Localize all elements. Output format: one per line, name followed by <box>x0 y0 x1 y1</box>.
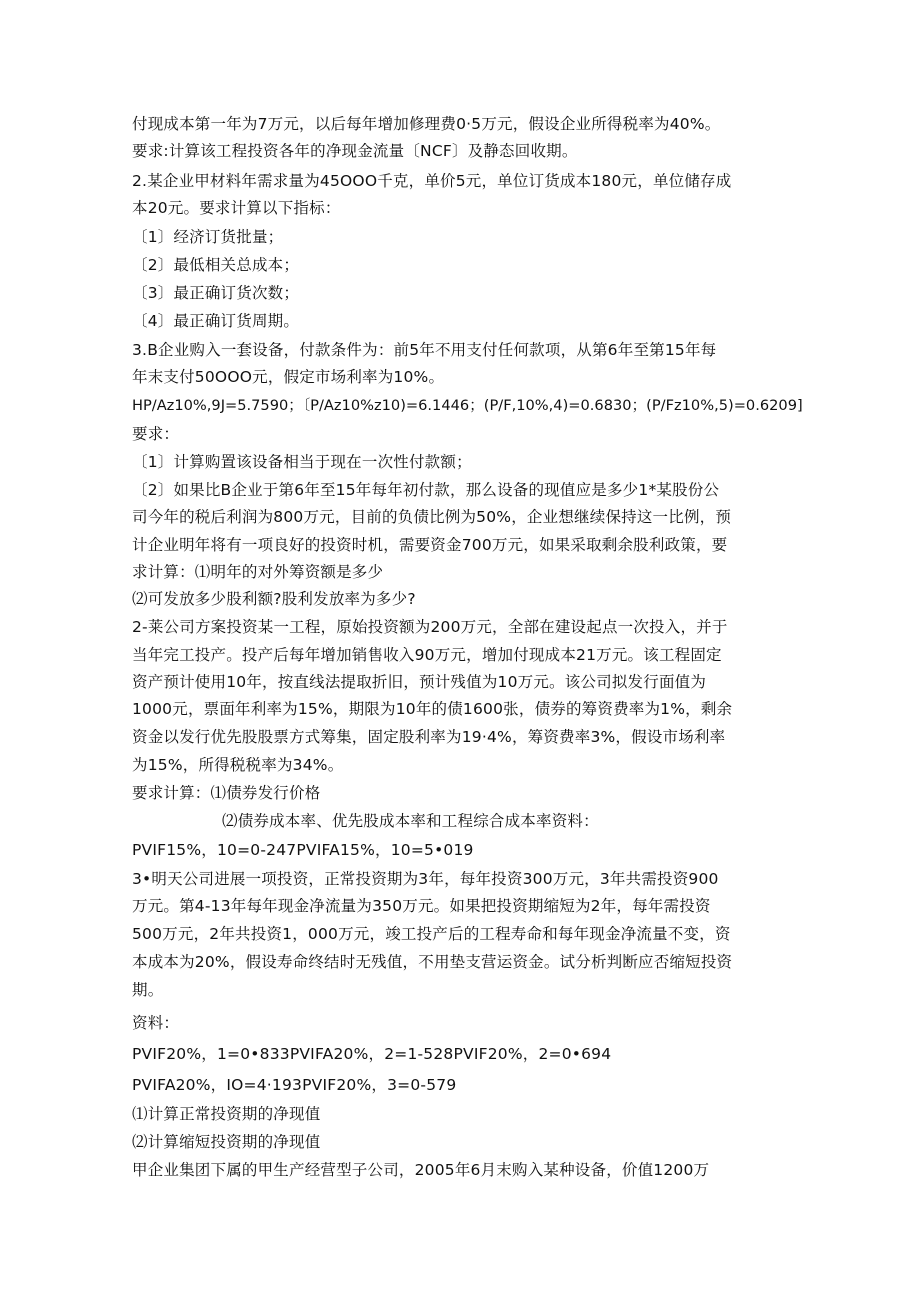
text-line: 资产预计使用10年，按直线法提取折旧，预计残值为10万元。该公司拟发行面值为 <box>132 673 707 691</box>
text-line: 要求:计算该工程投资各年的净现金流量〔NCF〕及静态回收期。 <box>132 142 578 160</box>
text-line: 〔1〕计算购置该设备相当于现在一次性付款额； <box>132 453 472 471</box>
text-line: HP/Az10%,9J=5.7590；〔P/Az10%z10)=6.1446；(P/F,10%,4)=0.6830；(P/Fz10%,5)=0.6209] <box>132 397 803 414</box>
text-line: 3•明天公司进展一项投资，正常投资期为3年，每年投资300万元，3年共需投资900 <box>132 870 719 888</box>
text-line: 当年完工投产。投产后每年增加销售收入90万元，增加付现成本21万元。该工程固定 <box>132 646 722 664</box>
text-line: 万元。第4-13年每年现金净流量为350万元。如果把投资期缩短为2年，每年需投资 <box>132 897 711 915</box>
text-line: PVIFA20%，IO=4·193PVIF20%，3=0-579 <box>132 1076 457 1094</box>
text-line: 〔3〕最正确订货次数； <box>132 284 300 302</box>
text-line: 资料： <box>132 1014 180 1032</box>
text-line: 甲企业集团下属的甲生产经营型子公司，2005年6月末购入某种设备，价值1200万 <box>132 1161 710 1179</box>
text-line: 〔1〕经济订货批量； <box>132 228 284 246</box>
text-line: 要求： <box>132 425 180 443</box>
text-line: 付现成本第一年为7万元，以后每年增加修理费0·5万元，假设企业所得税率为40%。 <box>132 115 721 133</box>
text-line: 3.B企业购入一套设备，付款条件为：前5年不用支付任何款项，从第6年至第15年每 <box>132 341 717 359</box>
text-line: PVIF15%，10=0-247PVIFA15%，10=5•019 <box>132 841 474 859</box>
text-line: 求计算：⑴明年的对外筹资额是多少 <box>132 563 384 581</box>
text-line: 本20元。要求计算以下指标： <box>132 199 341 217</box>
text-line: 〔2〕最低相关总成本； <box>132 256 300 274</box>
text-line: PVIF20%，1=0•833PVIFA20%，2=1-528PVIF20%，2=0•694 <box>132 1045 612 1063</box>
text-line: ⑴计算正常投资期的净现值 <box>132 1105 321 1123</box>
text-line: 计企业明年将有一项良好的投资时机，需要资金700万元，如果采取剩余股利政策，要 <box>132 536 728 554</box>
text-line: 2-莱公司方案投资某一工程，原始投资额为200万元，全部在建设起点一次投入，并于 <box>132 618 728 636</box>
text-line: 1000元，票面年利率为15%，期限为10年的债1600张，债券的筹资费率为1%，剩余 <box>132 700 733 718</box>
text-line: 年末支付50OOO元，假定市场利率为10%。 <box>132 368 445 386</box>
text-line: 为15%，所得税税率为34%。 <box>132 756 344 774</box>
text-line: 资金以发行优先股股票方式筹集，固定股利率为19·4%，筹资费率3%，假设市场利率 <box>132 728 726 746</box>
text-line: 期。 <box>132 981 164 999</box>
text-line: 500万元，2年共投资1，000万元，竣工投产后的工程寿命和每年现金净流量不变，资 <box>132 925 731 943</box>
text-line: 〔2〕如果比B企业于第6年至15年每年初付款，那么设备的现值应是多少1*某股份公 <box>132 481 720 499</box>
text-line: 本成本为20%，假设寿命终结时无残值，不用垫支营运资金。试分析判断应否缩短投资 <box>132 953 733 971</box>
text-line: ⑵债券成本率、优先股成本率和工程综合成本率资料： <box>222 812 599 830</box>
text-line: ⑵计算缩短投资期的净现值 <box>132 1133 321 1151</box>
text-line: 司今年的税后利润为800万元，目前的负债比例为50%，企业想继续保持这一比例，预 <box>132 508 732 526</box>
text-line: ⑵可发放多少股利额?股利发放率为多少? <box>132 590 416 608</box>
text-line: 〔4〕最正确订货周期。 <box>132 312 300 330</box>
text-line: 2.某企业甲材料年需求量为45OOO千克，单价5元，单位订货成本180元，单位储存成 <box>132 172 732 190</box>
text-line: 要求计算：⑴债券发行价格 <box>132 784 321 802</box>
